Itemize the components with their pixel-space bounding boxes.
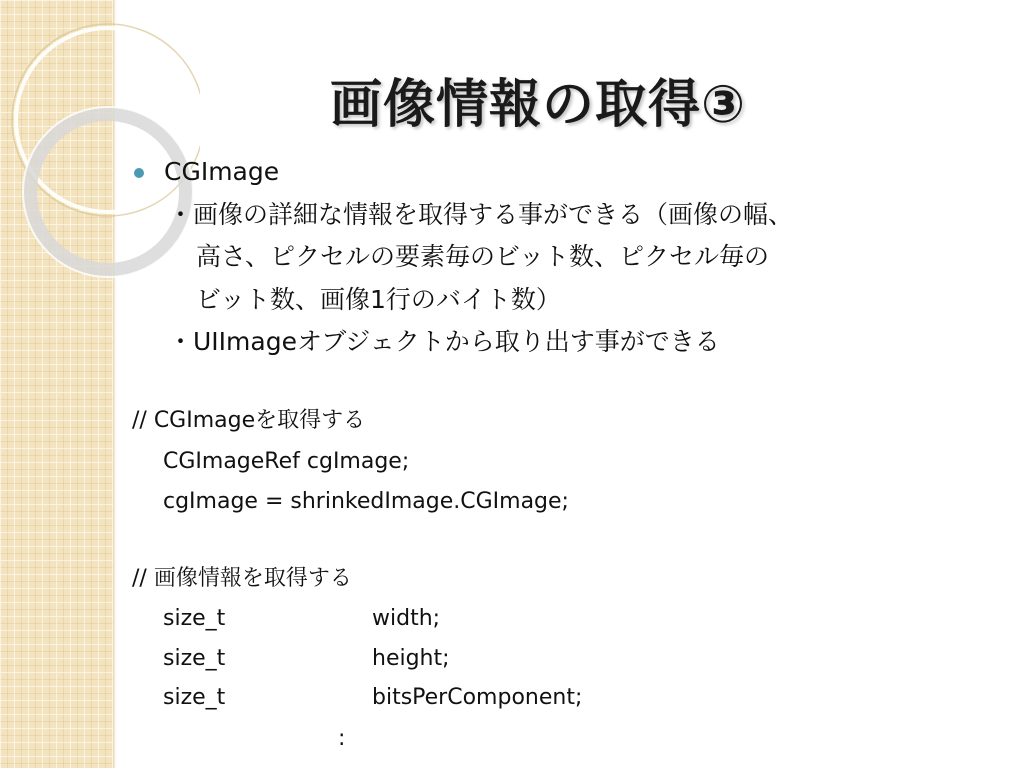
code-variable: bitsPerComponent; [372, 685, 583, 710]
code-variable: width; [372, 606, 441, 631]
code-comment: // 画像情報を取得する [132, 566, 352, 591]
code-type: size_t [163, 646, 226, 671]
code-variable: height; [372, 646, 450, 671]
bullet-label: CGImage [164, 157, 280, 186]
bullet-dot-icon [134, 168, 144, 178]
bullet-detail-line: 高さ、ピクセルの要素毎のビット数、ピクセル毎の [196, 242, 770, 271]
slide-title: 画像情報の取得③ [330, 75, 747, 135]
bullet-detail-line: ・UIImageオブジェクトから取り出す事ができる [168, 327, 720, 356]
code-type: size_t [163, 606, 226, 631]
code-type: size_t [163, 685, 226, 710]
code-line: cgImage = shrinkedImage.CGImage; [163, 489, 569, 514]
code-comment: // CGImageを取得する [132, 408, 366, 433]
code-ellipsis: : [338, 726, 346, 751]
code-line: CGImageRef cgImage; [163, 449, 410, 474]
bullet-detail-line: ビット数、画像1行のバイト数） [196, 285, 561, 314]
bullet-detail-line: ・画像の詳細な情報を取得する事ができる（画像の幅、 [168, 200, 794, 229]
